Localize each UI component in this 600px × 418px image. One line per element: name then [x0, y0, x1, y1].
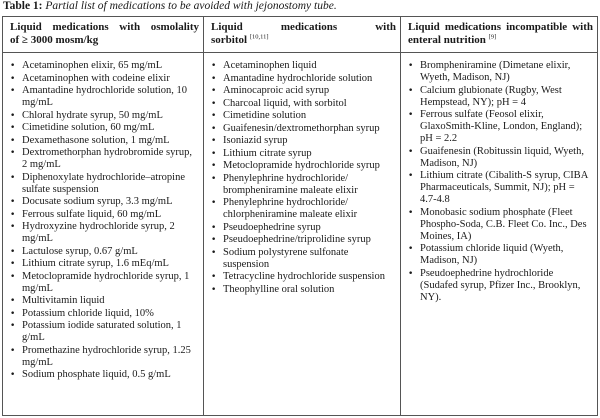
list-item: • Potassium chloride liquid, 10%	[22, 308, 199, 320]
list-item: • Guaifenesin (Robitussin liquid, Wyeth, Madison, NJ)	[420, 146, 593, 170]
caption-label: Table 1:	[3, 0, 43, 12]
list-item: • Lactulose syrup, 0.67 g/mL	[22, 246, 199, 258]
list-item: • Metoclopramide hydrochloride syrup	[223, 160, 396, 172]
list-item: • Amantadine hydrochloride solution	[223, 73, 396, 85]
header-osmolality-line1: Liquid medications with osmolality	[10, 21, 199, 33]
header-incompatible-line2: enteral nutrition	[408, 33, 486, 46]
list-item: • Aminocaproic acid syrup	[223, 85, 396, 97]
list-item: • Lithium citrate syrup	[223, 148, 396, 160]
list-item: • Isoniazid syrup	[223, 135, 396, 147]
list-item: • Chloral hydrate syrup, 50 mg/mL	[22, 110, 199, 122]
list-item: • Monobasic sodium phosphate (Fleet Phospho-Soda, C.B. Fleet Co. Inc., Des Moines, IA)	[420, 207, 593, 243]
header-incompatible-ref: [9]	[488, 32, 497, 40]
list-item: • Sodium polystyrene sulfonate suspension	[223, 247, 396, 271]
list-item: • Acetaminophen elixir, 65 mg/mL	[22, 60, 199, 72]
list-item: • Lithium citrate syrup, 1.6 mEq/mL	[22, 258, 199, 270]
list-item: • Dexamethasone solution, 1 mg/mL	[22, 135, 199, 147]
list-item: • Metoclopramide hydrochloride syrup, 1 mg/mL	[22, 271, 199, 295]
header-sorbitol-ref: [10,11]	[249, 32, 269, 40]
list-item: • Lithium citrate (Cibalith-S syrup, CIBA Pharmaceuticals, Summit, NJ); pH = 4.7-4.8	[420, 170, 593, 206]
list-item: • Calcium glubionate (Rugby, West Hempstead, NY); pH = 4	[420, 85, 593, 109]
header-sorbitol-line1: Liquid medications with	[211, 21, 396, 33]
list-item: • Pseudoephedrine syrup	[223, 222, 396, 234]
list-item: • Pseudoephedrine hydrochloride (Sudafed syrup, Pfizer Inc., Brooklyn, NY).	[420, 268, 593, 304]
incompatible-list	[401, 60, 597, 304]
column-sorbitol	[204, 17, 400, 415]
sorbitol-list	[204, 60, 400, 296]
list-item: • Promethazine hydrochloride syrup, 1.25 mg/mL	[22, 345, 199, 369]
header-incompatible	[408, 21, 593, 46]
list-item: • Brompheniramine (Dimetane elixir, Wyeth, Madison, NJ)	[420, 60, 593, 84]
list-item: • Ferrous sulfate (Feosol elixir, GlaxoSmith-Kline, London, England); pH = 2.2	[420, 109, 593, 145]
list-item: • Ferrous sulfate liquid, 60 mg/mL	[22, 209, 199, 221]
list-item: • Cimetidine solution, 60 mg/mL	[22, 122, 199, 134]
header-sorbitol	[211, 21, 396, 46]
list-item: • Amantadine hydrochloride solution, 10 mg/mL	[22, 85, 199, 109]
header-osmolality	[10, 21, 199, 46]
list-item: • Tetracycline hydrochloride suspension	[223, 271, 396, 283]
column-incompatible	[401, 17, 597, 415]
list-item: • Acetaminophen liquid	[223, 60, 396, 72]
list-item: • Charcoal liquid, with sorbitol	[223, 98, 396, 110]
column-osmolality	[3, 17, 203, 415]
list-item: • Phenylephrine hydrochloride/ chlorpheniramine maleate elixir	[223, 197, 396, 221]
osmolality-list	[3, 60, 203, 382]
list-item: • Potassium chloride liquid (Wyeth, Madison, NJ)	[420, 243, 593, 267]
list-item: • Multivitamin liquid	[22, 295, 199, 307]
list-item: • Sodium phosphate liquid, 0.5 g/mL	[22, 369, 199, 381]
list-item: • Diphenoxylate hydrochloride–atropine sulfate suspension	[22, 172, 199, 196]
list-item: • Phenylephrine hydrochloride/ brompheniramine maleate elixir	[223, 173, 396, 197]
list-item: • Cimetidine solution	[223, 110, 396, 122]
list-item: • Docusate sodium syrup, 3.3 mg/mL	[22, 196, 199, 208]
list-item: • Theophylline oral solution	[223, 284, 396, 296]
list-item: • Dextromethorphan hydrobromide syrup, 2 mg/mL	[22, 147, 199, 171]
caption-text: Partial list of medications to be avoided with jejonostomy tube.	[45, 0, 337, 12]
list-item: • Potassium iodide saturated solution, 1 g/mL	[22, 320, 199, 344]
header-incompatible-line1: Liquid medications incompatible with	[408, 21, 593, 33]
list-item: • Acetaminophen with codeine elixir	[22, 73, 199, 85]
header-sorbitol-line2: sorbitol	[211, 33, 248, 46]
list-item: • Hydroxyzine hydrochloride syrup, 2 mg/mL	[22, 221, 199, 245]
table-caption	[3, 0, 337, 13]
list-item: • Guaifenesin/dextromethorphan syrup	[223, 123, 396, 135]
header-osmolality-line2: of ≥ 3000 mosm/kg	[10, 33, 99, 46]
list-item: • Pseudoephedrine/triprolidine syrup	[223, 234, 396, 246]
medications-table	[2, 16, 598, 416]
